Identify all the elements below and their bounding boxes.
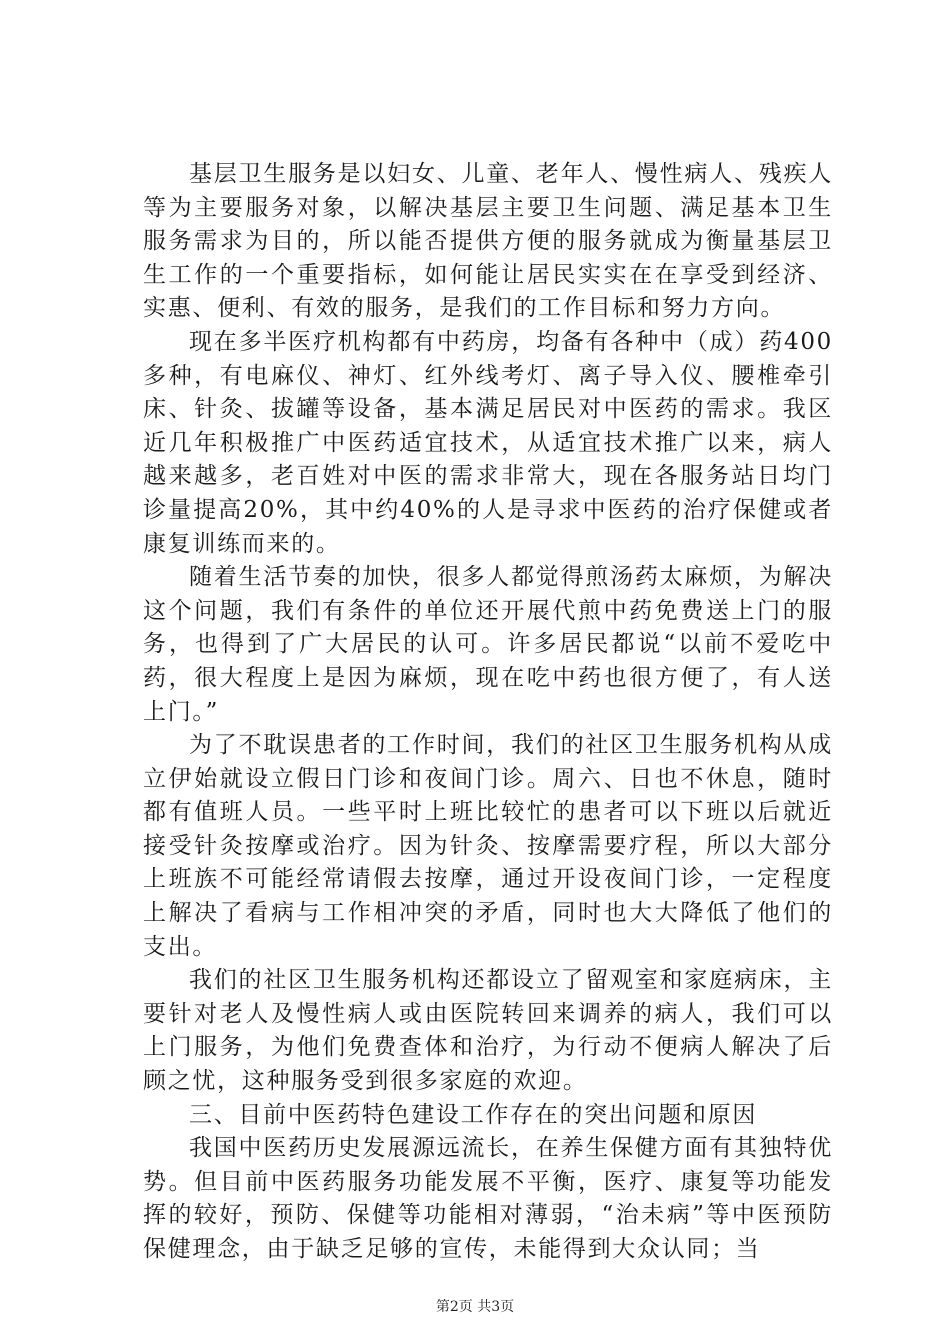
- paragraph-5: 我们的社区卫生服务机构还都设立了留观室和家庭病床，主要针对老人及慢性病人或由医院转回来调养的病人，我们可以上门服务，为他们免费查体和治疗，为行动不便病人解决了后顾之忧，这种服务受到很多家庭的欢迎。: [143, 967, 833, 1095]
- paragraph-2: 现在多半医疗机构都有中药房，均备有各种中（成）药400多种，有电麻仪、神灯、红外线考灯、离子导入仪、腰椎牵引床、针灸、拔罐等设备，基本满足居民对中医药的需求。我区近几年积极推广中医药适宜技术，从适宜技术推广以来，病人越来越多，老百姓对中医的需求非常大，现在各服务站日均门诊量提高20%，其中约40%的人是寻求中医药的治疗保健或者康复训练而来的。: [143, 328, 833, 557]
- paragraph-4: 为了不耽误患者的工作时间，我们的社区卫生服务机构从成立伊始就设立假日门诊和夜间门诊。周六、日也不休息，随时都有值班人员。一些平时上班比较忙的患者可以下班以后就近接受针灸按摩或治疗。因为针灸、按摩需要疗程，所以大部分上班族不可能经常请假去按摩，通过开设夜间门诊，一定程度上解决了看病与工作相冲突的矛盾，同时也大大降低了他们的支出。: [143, 732, 833, 960]
- paragraph-6: 我国中医药历史发展源远流长，在养生保健方面有其独特优势。但目前中医药服务功能发展不平衡，医疗、康复等功能发挥的较好，预防、保健等功能相对薄弱，“治未病”等中医预防保健理念，由于缺乏足够的宣传，未能得到大众认同；当: [143, 1135, 833, 1262]
- page-footer: 第2页 共3页: [435, 1299, 515, 1315]
- paragraph-1: 基层卫生服务是以妇女、儿童、老年人、慢性病人、残疾人等为主要服务对象，以解决基层主要卫生问题、满足基本卫生服务需求为目的，所以能否提供方便的服务就成为衡量基层卫生工作的一个重要指标，如何能让居民实实在在享受到经济、实惠、便利、有效的服务，是我们的工作目标和努力方向。: [143, 161, 833, 322]
- paragraph-3: 随着生活节奏的加快，很多人都觉得煎汤药太麻烦，为解决这个问题，我们有条件的单位还开展代煎中药免费送上门的服务，也得到了广大居民的认可。许多居民都说“以前不爱吃中药，很大程度上是因为麻烦，现在吃中药也很方便了，有人送上门。”: [143, 564, 833, 725]
- document-body: [143, 158, 833, 1267]
- section-heading: 三、目前中医药特色建设工作存在的突出问题和原因: [189, 1101, 758, 1128]
